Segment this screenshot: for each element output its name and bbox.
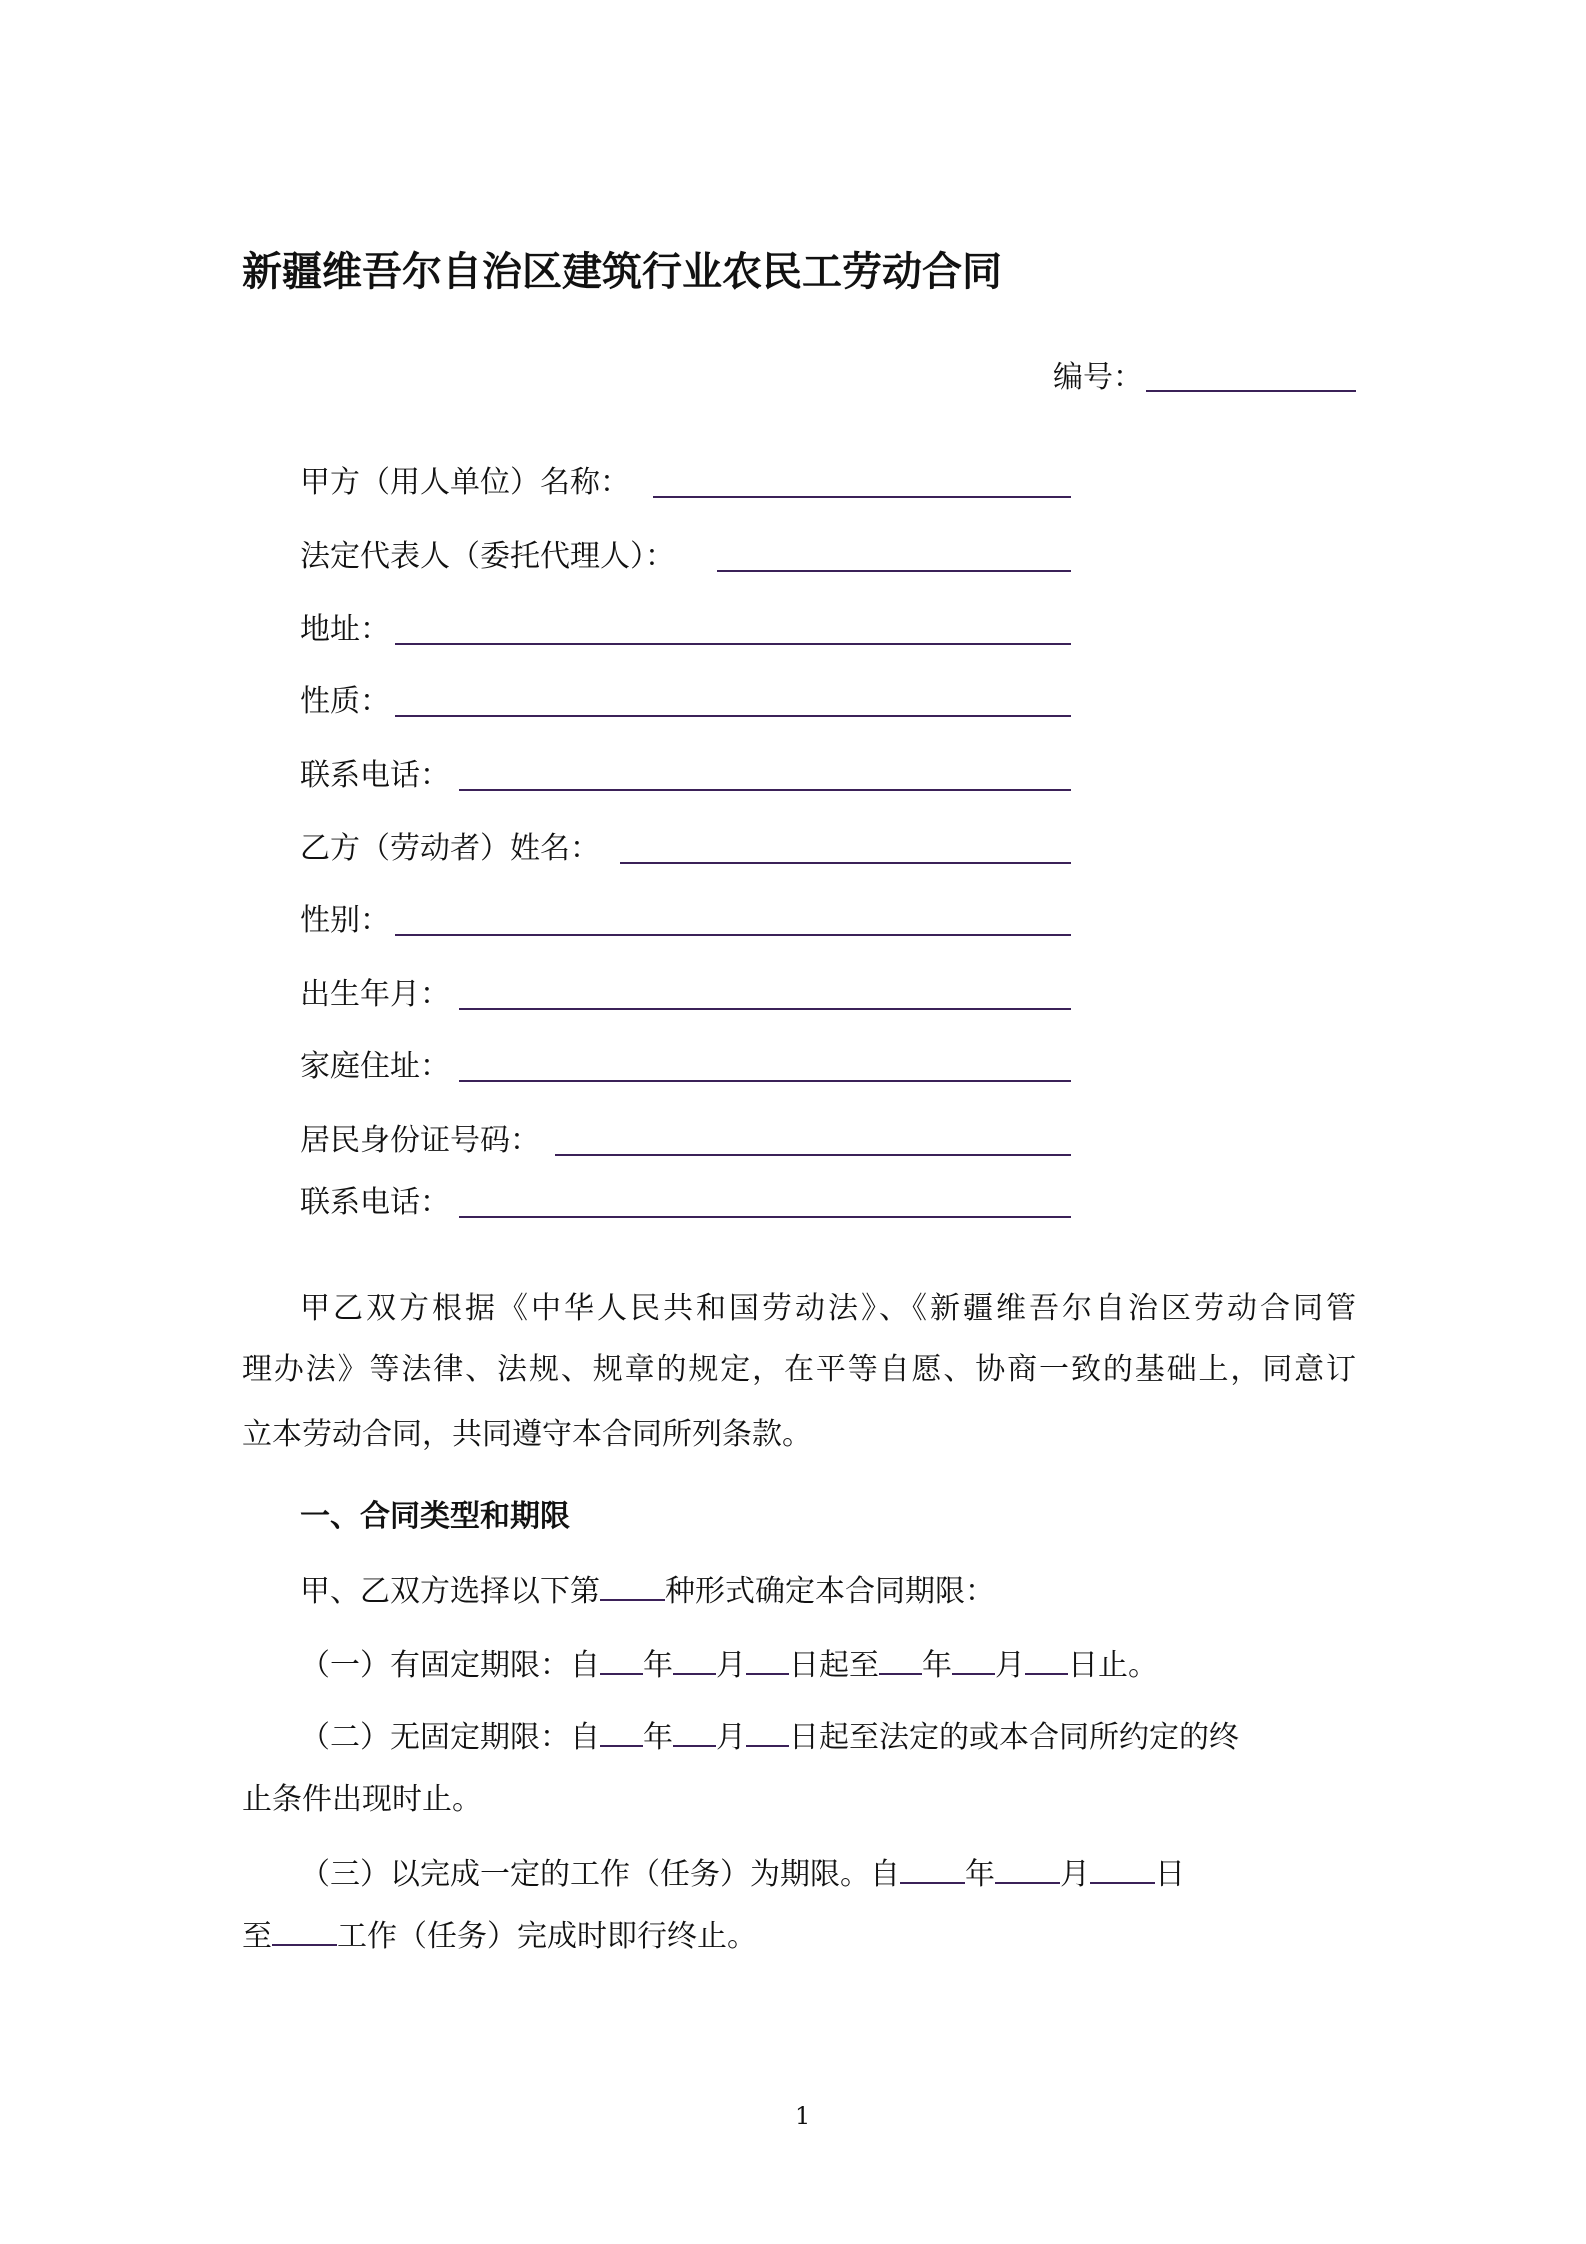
clause-text: 止条件出现时止。 xyxy=(242,1782,482,1817)
intro-line-2: 理办法》等法律、法规、规章的规定，在平等自愿、协商一致的基础上，同意订 xyxy=(242,1352,1356,1387)
field-blank[interactable] xyxy=(620,862,1071,864)
field-blank[interactable] xyxy=(717,570,1071,572)
field-blank[interactable] xyxy=(459,1008,1071,1010)
clause-text: 至 xyxy=(242,1919,272,1954)
field-label: 甲方（用人单位）名称： xyxy=(300,465,630,500)
field-blank[interactable] xyxy=(395,934,1071,936)
clause-line xyxy=(242,1780,482,1820)
clause-text: 年 xyxy=(643,1648,673,1683)
field-label: 联系电话： xyxy=(300,758,450,793)
clause-text: 甲、乙双方选择以下第 xyxy=(300,1574,600,1609)
clause-text: 工作（任务）完成时即行终止。 xyxy=(337,1919,757,1954)
fill-in-blank[interactable] xyxy=(900,1852,965,1884)
field-label: 出生年月： xyxy=(300,977,450,1012)
clause-text: （三）以完成一定的工作（任务）为期限。自 xyxy=(300,1857,900,1892)
clause-text: 年 xyxy=(965,1857,995,1892)
fill-in-blank[interactable] xyxy=(673,1715,716,1747)
fill-in-blank[interactable] xyxy=(673,1643,716,1675)
fill-in-blank[interactable] xyxy=(879,1643,922,1675)
clause-text: 月 xyxy=(716,1648,746,1683)
fill-in-blank[interactable] xyxy=(746,1643,789,1675)
field-label: 家庭住址： xyxy=(300,1049,450,1084)
field-blank[interactable] xyxy=(459,1080,1071,1082)
page-number: 1 xyxy=(795,2102,811,2130)
clause-text: 日止。 xyxy=(1068,1648,1158,1683)
field-blank[interactable] xyxy=(459,1216,1071,1218)
clause-text: 月 xyxy=(1060,1857,1090,1892)
clause-text: （二）无固定期限：自 xyxy=(300,1720,600,1755)
field-blank[interactable] xyxy=(555,1154,1071,1156)
field-blank[interactable] xyxy=(395,715,1071,717)
field-label: 法定代表人（委托代理人）： xyxy=(300,539,675,574)
intro-line-3: 立本劳动合同，共同遵守本合同所列条款。 xyxy=(242,1417,812,1452)
clause-text: 种形式确定本合同期限： xyxy=(665,1574,995,1609)
clause-line xyxy=(242,1914,757,1957)
field-label: 性别： xyxy=(300,903,390,938)
serial-number-blank[interactable] xyxy=(1146,390,1356,392)
clause-text: 日起至 xyxy=(789,1648,879,1683)
clause-text: 日 xyxy=(1155,1857,1185,1892)
clause-text: （一）有固定期限：自 xyxy=(300,1648,600,1683)
fill-in-blank[interactable] xyxy=(600,1715,643,1747)
section-1-heading: 一、合同类型和期限 xyxy=(300,1499,570,1534)
clause-line xyxy=(300,1852,1185,1895)
fill-in-blank[interactable] xyxy=(600,1569,665,1601)
field-label: 居民身份证号码： xyxy=(300,1123,540,1158)
serial-number-label: 编号： xyxy=(1053,360,1143,395)
clause-line xyxy=(300,1643,1158,1686)
field-label: 联系电话： xyxy=(300,1185,450,1220)
field-blank[interactable] xyxy=(653,496,1071,498)
fill-in-blank[interactable] xyxy=(600,1643,643,1675)
field-blank[interactable] xyxy=(459,789,1071,791)
field-label: 乙方（劳动者）姓名： xyxy=(300,831,600,866)
field-label: 地址： xyxy=(300,612,390,647)
fill-in-blank[interactable] xyxy=(746,1715,789,1747)
fill-in-blank[interactable] xyxy=(995,1852,1060,1884)
intro-line-1: 甲乙双方根据《中华人民共和国劳动法》、《新疆维吾尔自治区劳动合同管 xyxy=(300,1291,1356,1326)
clause-text: 年 xyxy=(922,1648,952,1683)
field-blank[interactable] xyxy=(395,643,1071,645)
fill-in-blank[interactable] xyxy=(1025,1643,1068,1675)
fill-in-blank[interactable] xyxy=(952,1643,995,1675)
fill-in-blank[interactable] xyxy=(272,1914,337,1946)
field-label: 性质： xyxy=(300,684,390,719)
document-title: 新疆维吾尔自治区建筑行业农民工劳动合同 xyxy=(242,249,1002,295)
clause-text: 月 xyxy=(716,1720,746,1755)
fill-in-blank[interactable] xyxy=(1090,1852,1155,1884)
clause-line xyxy=(300,1715,1239,1758)
clause-text: 月 xyxy=(995,1648,1025,1683)
clause-text: 年 xyxy=(643,1720,673,1755)
clause-line xyxy=(300,1569,995,1612)
clause-text: 日起至法定的或本合同所约定的终 xyxy=(789,1720,1239,1755)
